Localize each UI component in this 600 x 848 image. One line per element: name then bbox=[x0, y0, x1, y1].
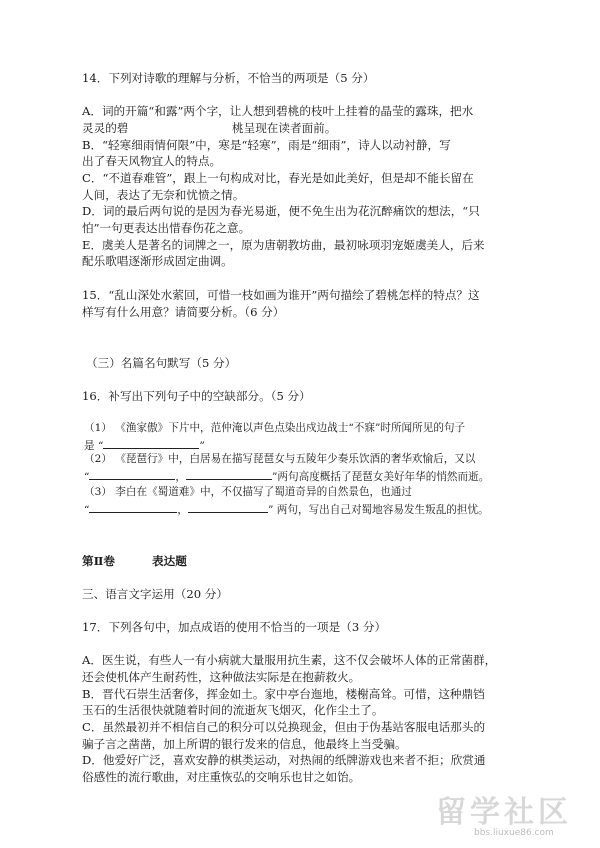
q16-stem: 16．补写出下列句子中的空缺部分。（5 分） bbox=[82, 389, 311, 403]
part2-title: 表达题 bbox=[152, 554, 187, 568]
q17-option-c-line2: 骗子言之凿凿，加上所谓的银行发来的信息，他最终上当受骗。 bbox=[82, 737, 407, 751]
q14-stem: 14．下列对诗歌的理解与分析，不恰当的两项是（5 分） bbox=[82, 71, 375, 85]
q14-option-b-line2: 出了春天风物宜人的特点。 bbox=[82, 154, 222, 168]
q17-option-b-line1: B．晋代石崇生活奢侈，挥金如土。家中亭台迤地，楼榭高耸。可惜，这种鼎铛 bbox=[82, 687, 485, 701]
q14-option-a-line2b: 桃呈现在读者面前。 bbox=[232, 121, 337, 135]
q15-line1: 15．“乱山深处水萦回，可惜一枝如画为谁开”两句描绘了碧桃怎样的特点？这 bbox=[82, 288, 480, 302]
q17-option-d-line2: 俗感性的流行歌曲，对庄重恢弘的交响乐也甘之如饴。 bbox=[82, 770, 361, 784]
q16-item3-line1: （3） 李白在《蜀道难》中，不仅描写了蜀道奇异的自然景色，也通过 bbox=[84, 486, 412, 498]
q17-stem: 17．下列各句中，加点成语的使用不恰当的一项是（3 分） bbox=[82, 620, 387, 634]
q16-item2-blank1[interactable] bbox=[89, 468, 175, 480]
q16-item2-line1: （2） 《琵琶行》中，白居易在描写琵琶女与五陵年少奏乐饮酒的奢华欢愉后，又以 bbox=[84, 453, 476, 465]
site-watermark bbox=[436, 795, 586, 840]
q16-item1-open-quote: 是 “ bbox=[84, 440, 104, 452]
watermark-brand: 留学社区 bbox=[436, 795, 572, 830]
q16-item2-line2 bbox=[84, 468, 489, 485]
q14-option-e-line2: 配乐歌唱逐渐形成固定曲调。 bbox=[82, 254, 233, 268]
section-recitation-title: （三）名篇名句默写（5 分） bbox=[86, 356, 237, 370]
q16-item2-comma: ， bbox=[175, 471, 187, 483]
q16-item1-blank[interactable] bbox=[103, 437, 199, 449]
q15-line2: 样写有什么用意？请简要分析。（6 分） bbox=[82, 305, 285, 319]
q16-item3-comma: ， bbox=[177, 504, 189, 516]
q16-item3-blank2[interactable] bbox=[188, 501, 268, 513]
q14-option-d-line1: D．词的最后两句说的是因为春光易逝，便不免生出为花沉醉痛饮的想法，“只 bbox=[82, 204, 480, 218]
section-language-title: 三、语言文字运用（20 分） bbox=[82, 587, 228, 601]
q14-option-a-line1: A．词的开篇“和露”两个字，让人想到碧桃的枝叶上挂着的晶莹的露珠，把水 bbox=[82, 104, 474, 118]
q17-option-d-line1: D．他爱好广泛，喜欢安静的棋类运动，对热闹的纸牌游戏也来者不拒；欣赏通 bbox=[82, 753, 486, 767]
part2-label: 第Ⅱ卷 bbox=[82, 554, 115, 568]
watermark-url: bbs.liuxue86.com bbox=[474, 828, 554, 838]
q16-item2-open-quote: “ bbox=[84, 471, 90, 483]
q14-option-c-line2: 人间，表达了无奈和忧愤之情。 bbox=[82, 188, 245, 202]
q16-item3-blank1[interactable] bbox=[89, 501, 177, 513]
q14-option-e-line1: E．虞美人是著名的词牌之一，原为唐朝教坊曲，最初咏项羽宠姬虞美人，后来 bbox=[82, 238, 485, 252]
q16-item1-close-quote: ” bbox=[199, 440, 205, 452]
q14-option-c-line1: C．“不道春难管”，跟上一句构成对比，春光是如此美好，但是却不能长留在 bbox=[82, 171, 474, 185]
q16-item2-tail: ”两句高度概括了琵琶女美好年华的悄然而逝。 bbox=[272, 471, 490, 483]
q14-option-a-line2a: 灵灵的碧 bbox=[82, 121, 129, 135]
q16-item3-tail: ” 两句，写出自己对蜀地容易发生叛乱的担忧。 bbox=[268, 504, 489, 516]
q14-option-d-line2: 怕”一句更表达出惜春伤花之意。 bbox=[82, 221, 251, 235]
q17-option-b-line2: 玉石的生活很快就随着时间的流逝灰飞烟灭，化作尘土了。 bbox=[82, 703, 384, 717]
q16-item1-line1: （1） 《渔家傲》下片中，范仲淹以声色点染出戍边战士“不寐”时所闻所见的句子 bbox=[84, 422, 466, 434]
q16-item3-open-quote: “ bbox=[84, 504, 90, 516]
q14-option-b-line1: B．“轻寒细雨情何限”中，寒是“轻寒”，雨是“细雨”，诗人以动衬静，写 bbox=[82, 138, 451, 152]
q17-option-a-line1: A．医生说，有些人一有小病就大量服用抗生素，这不仅会破坏人体的正常菌群， bbox=[82, 653, 497, 667]
q17-option-c-line1: C．虽然最初并不相信自己的积分可以兑换现金，但由于伪基站客服电话那头的 bbox=[82, 720, 486, 734]
q17-option-a-line2: 还会使机体产生耐药性，这种做法实际是在抱薪救火。 bbox=[82, 670, 361, 684]
q16-item2-blank2[interactable] bbox=[186, 468, 272, 480]
q16-item3-line2 bbox=[84, 501, 489, 518]
